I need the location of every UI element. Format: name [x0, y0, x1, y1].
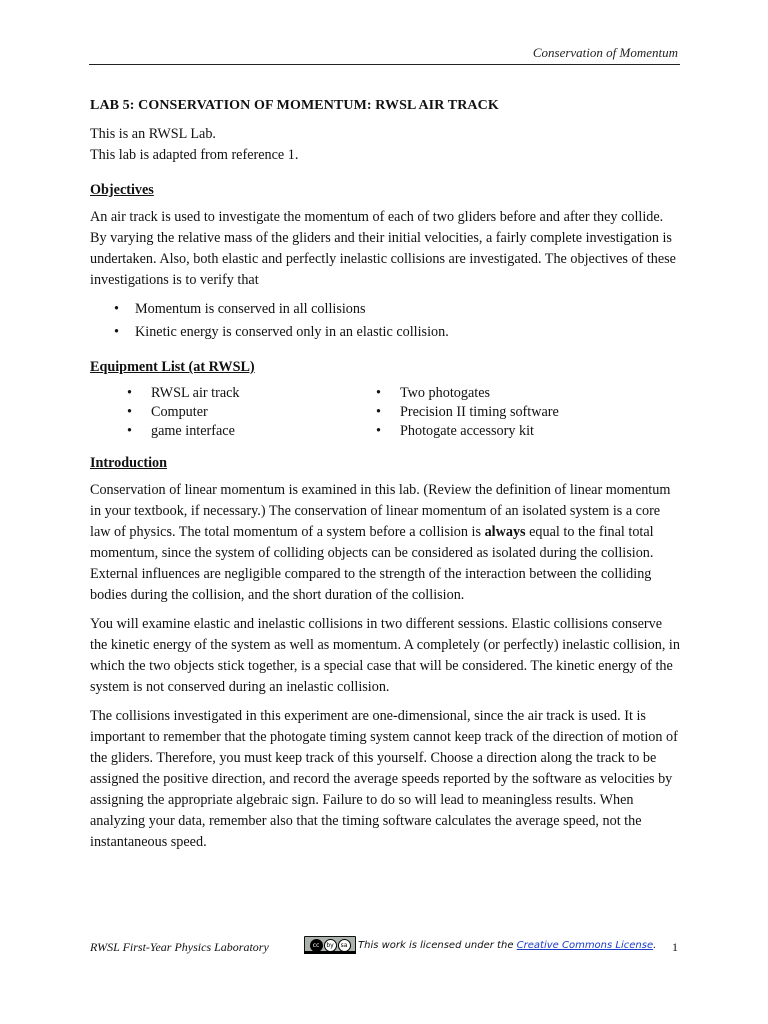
list-item: [127, 403, 376, 422]
list-item-text: RWSL air track: [151, 385, 240, 401]
section-heading-equipment: Equipment List (at RWSL): [90, 359, 255, 375]
page-number: 1: [672, 940, 678, 954]
list-item-text: Two photogates: [400, 385, 491, 401]
introduction-paragraph-2: You will examine elastic and inelastic collisions in two different sessions. Elastic collisions conserve the kinetic energy of the system as well as momentum. A completely (or perfectly) inelastic collision, in which the two objects stick together, is a special case that will be considered. The kinetic energy of the system is not conserved during an inelastic collision.: [90, 616, 680, 695]
page-footer: [90, 936, 678, 958]
equipment-list: [90, 384, 682, 441]
bullet-icon: •: [114, 301, 119, 317]
equipment-column-1: [90, 384, 376, 441]
section-heading-objectives: Objectives: [90, 182, 154, 198]
paragraph-text: Conservation of linear momentum is examined in this lab. (Review the definition of linear momentum in your textbook, if necessary.) The conservation of linear momentum of an isolated system is a core law of physics. The total momentum of a system before a collision is: [90, 482, 671, 540]
objectives-list: [90, 299, 682, 343]
list-item-text: Kinetic energy is conserved only in an elastic collision.: [135, 324, 449, 340]
intro-block: [90, 124, 682, 166]
list-item: [127, 422, 376, 441]
list-item-text: game interface: [151, 423, 235, 439]
list-item: [376, 422, 559, 441]
running-header: Conservation of Momentum: [532, 45, 678, 60]
bullet-icon: •: [376, 423, 381, 439]
emphasis-text: always: [484, 524, 526, 540]
cc-badge-bar: [304, 951, 356, 954]
attribution-icon: by: [324, 939, 337, 952]
list-item: [90, 322, 682, 343]
cc-icon: cc: [310, 939, 323, 952]
list-item-text: Photogate accessory kit: [400, 423, 534, 439]
share-alike-icon: sa: [338, 939, 351, 952]
list-item: [376, 384, 559, 403]
bullet-icon: •: [114, 324, 119, 340]
introduction-paragraph-3: The collisions investigated in this experiment are one-dimensional, since the air track is used. It is important to remember that the photogate timing system cannot keep track of the direction of motion of the gliders. Therefore, you must keep track of this yourself. Choose a direction along the track to be assigned the positive direction, and record the average speeds reported by the software as velocities by assigning the appropriate algebraic sign. Failure to do so will lead to meaningless results. When analyzing your data, remember also that the timing software calculates the average speed, not the instantaneous speed.: [90, 708, 678, 850]
list-item-text: Momentum is conserved in all collisions: [135, 301, 366, 317]
page-content: [90, 95, 682, 861]
list-item: [127, 384, 376, 403]
license-notice: [358, 940, 656, 951]
bullet-icon: •: [376, 385, 381, 401]
paragraph-text: equal to the final total momentum, since the system of colliding objects can be considered as isolated during the collision. External influences are negligible compared to the strength of the interaction between the colliding bodies during the collision, and the short duration of the collision.: [90, 524, 654, 603]
license-suffix: .: [653, 940, 657, 951]
list-item-text: Precision II timing software: [400, 404, 559, 420]
header-rule: [89, 64, 680, 65]
intro-line: This lab is adapted from reference 1.: [90, 147, 299, 163]
equipment-column-2: [376, 384, 559, 441]
list-item: [90, 299, 682, 320]
footer-lab-name: RWSL First-Year Physics Laboratory: [90, 940, 269, 954]
bullet-icon: •: [127, 404, 132, 420]
objectives-paragraph: An air track is used to investigate the momentum of each of two gliders before and after they collide. By varying the relative mass of the gliders and their initial velocities, a fairly complete investigation is undertaken. Also, both elastic and perfectly inelastic collisions are investigated. The objectives of these investigations is to verify that: [90, 209, 676, 288]
intro-line: This is an RWSL Lab.: [90, 126, 216, 142]
creative-commons-link[interactable]: Creative Commons License: [516, 940, 654, 951]
section-heading-introduction: Introduction: [90, 455, 167, 471]
list-item-text: Computer: [151, 404, 208, 420]
introduction-paragraph-1: [90, 480, 682, 606]
bullet-icon: •: [376, 404, 381, 420]
license-prefix: This work is licensed under the: [358, 940, 517, 951]
list-item: [376, 403, 559, 422]
lab-title: LAB 5: CONSERVATION OF MOMENTUM: RWSL AIR TRACK: [90, 98, 499, 113]
bullet-icon: •: [127, 385, 132, 401]
bullet-icon: •: [127, 423, 132, 439]
